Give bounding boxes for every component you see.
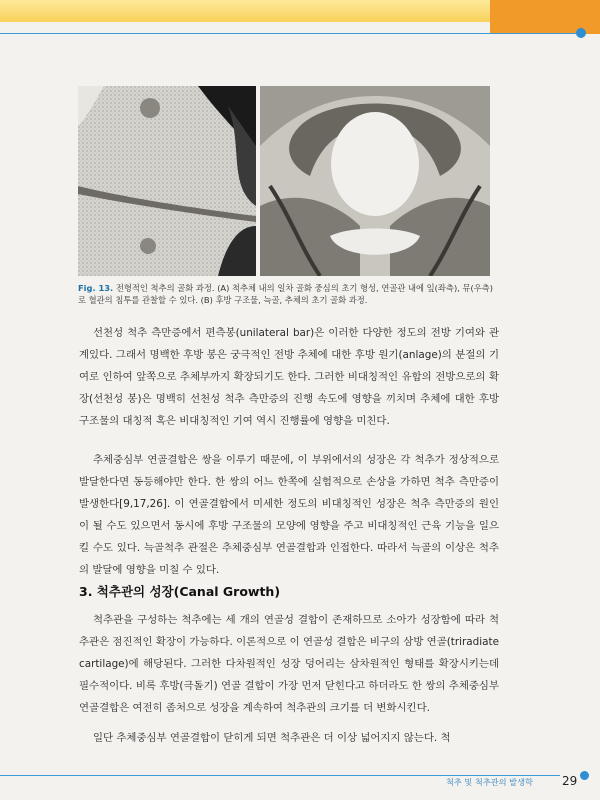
body-paragraph-2: 추체중심부 연골결합은 쌍을 이루기 때문에, 이 부위에서의 성장은 각 척추가 정상적으로 발달한다면 동등해야만 한다. 한 쌍의 어느 한쪽에 실험적으로 손상을 가하면 척추 측만증이 발생한다[9,17,26]. 이 연골결합에서 미세한 정도의 비대칭적인 성장은 척추 측만증의 원인이 될 수도 있으면서 동시에 후방 구조물의 모양에 영향을 주고 비대칭적인 근육 기능을 일으킬 수도 있다. 늑골척추 관절은 추체중심부 연골결합과 인접한다. 따라서 늑골의 이상은 척추의 발달에 영향을 미칠 수 있다. bbox=[79, 454, 499, 576]
figure-number: Fig. 13. bbox=[78, 283, 114, 293]
running-footer-title: 척추 및 척추관의 발생학 bbox=[446, 777, 533, 787]
figure-caption-text: 전형적인 척추의 골화 과정. (A) 척추체 내의 일차 골화 중심의 초기 형성, 연골관 내에 잎(좌측), 뮤(우측)로 혈관의 침투를 관찰할 수 있다. (B) 후방 구조물, 늑골, 추체의 초기 골화 과정. bbox=[78, 283, 493, 305]
figure-panel-b-micrograph bbox=[260, 86, 490, 276]
body-paragraph-3: 척추관을 구성하는 척추에는 세 개의 연골성 결합이 존재하므로 소아가 성장함에 따라 척추관은 점진적인 확장이 가능하다. 이론적으로 이 연골성 결합은 비구의 삼방 연골(triradiate cartilage)에 해당된다. 그러한 다차원적인 성장 덩어리는 삼차원적인 형태를 확장시키는데 필수적이다. 비록 후방(극돌기) 연골 결합이 가장 먼저 닫힌다고 하더라도 한 쌍의 추체중심부 연골결합은 여전히 좀처으로 성장을 계속하여 척추관의 크기를 더 변화시킨다. bbox=[79, 614, 499, 714]
header-rule bbox=[0, 33, 580, 34]
header-yellow-bar bbox=[0, 0, 490, 22]
figure-panel-a-micrograph bbox=[78, 86, 256, 276]
figure-caption bbox=[78, 282, 498, 306]
page-number: 29 bbox=[562, 774, 578, 788]
footer-dot bbox=[580, 771, 589, 780]
header-dot bbox=[576, 28, 586, 38]
body-paragraph-1: 선천성 척추 측만증에서 편측봉(unilateral bar)은 이러한 다양한 정도의 전방 기여와 관계있다. 그래서 명백한 후방 봉은 궁극적인 전방 추체에 대한 후방 원기(anlage)의 분절의 기여로 인하여 앞쪽으로 추체부까지 확장되기도 한다. 그러한 비대칭적인 유합의 전방으로의 확장(선천성 봉)은 명백히 선천성 척추 측만증의 진행 속도에 영향을 끼치며 추체에 대한 후방 구조물의 대칭적 혹은 비대칭적인 기여 역시 진행률에 영향을 미친다. bbox=[79, 327, 499, 427]
body-paragraph-4: 일단 추체중심부 연골결합이 닫히게 되면 척추관은 더 이상 넓어지지 않는다. 척 bbox=[93, 732, 451, 744]
figure-13 bbox=[78, 86, 490, 276]
footer-rule bbox=[0, 775, 560, 776]
section-heading: 3. 척추관의 성장(Canal Growth) bbox=[79, 584, 281, 599]
